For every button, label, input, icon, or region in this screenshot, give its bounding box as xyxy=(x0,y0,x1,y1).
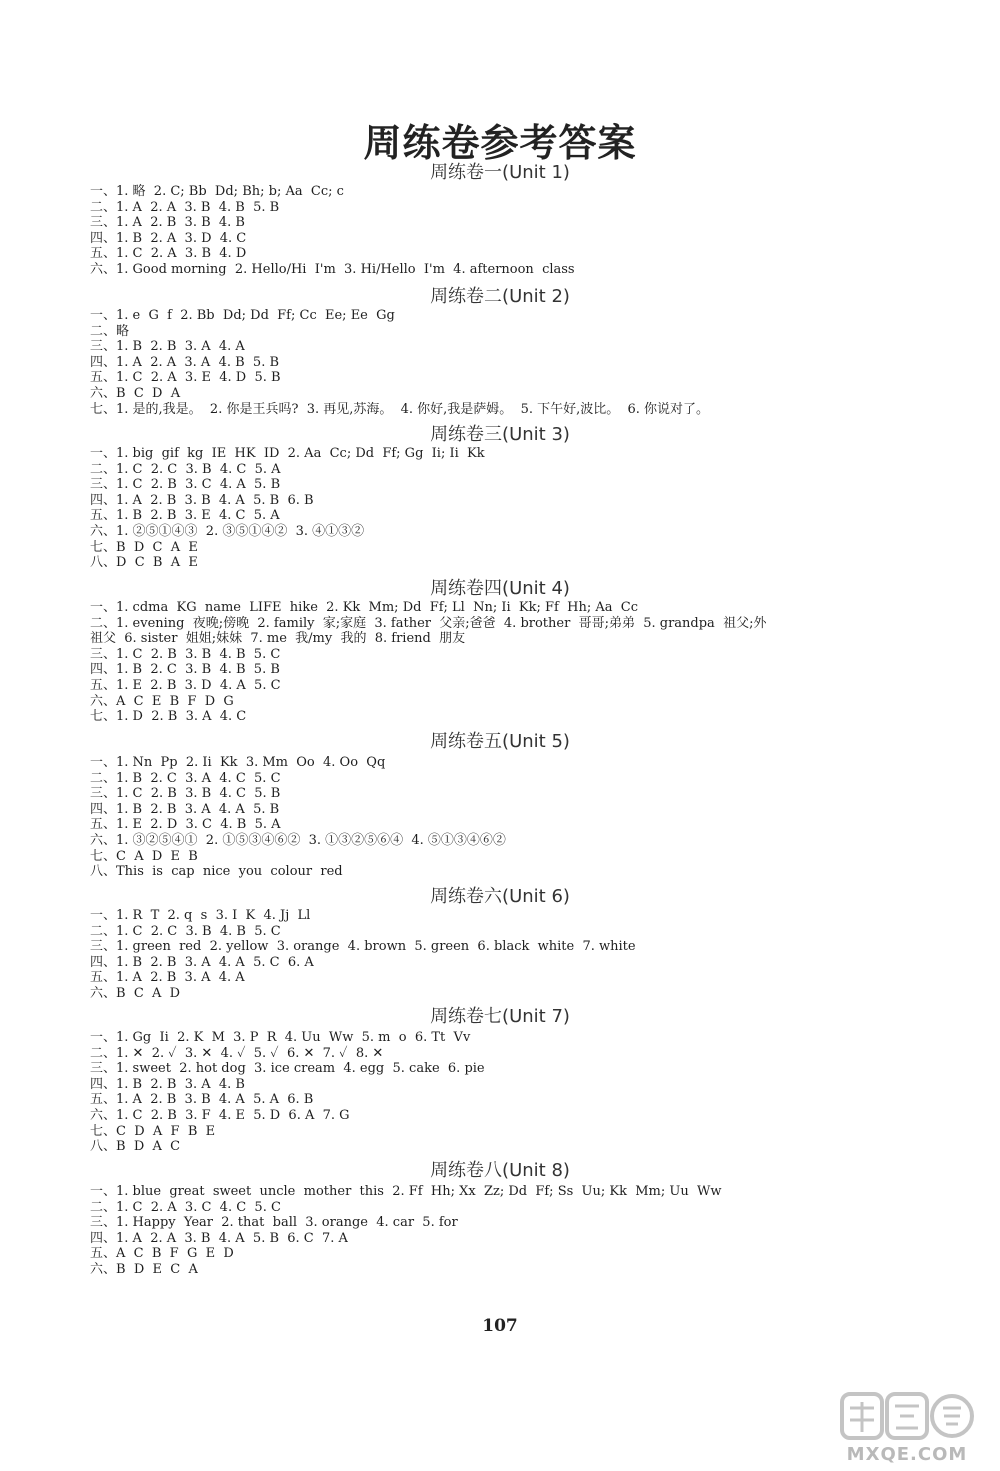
answer-line: 五、1. E 2. B 3. D 4. A 5. C xyxy=(90,678,281,693)
answer-line: 五、1. E 2. D 3. C 4. B 5. A xyxy=(90,817,281,833)
answer-line: 六、1. Good morning 2. Hello/Hi I'm 3. Hi/Hello I'm 4. afternoon class xyxy=(90,262,575,277)
answer-line: 三、1. C 2. B 3. B 4. C 5. B xyxy=(90,786,281,802)
page-number: 107 xyxy=(482,1316,518,1336)
answer-line: 五、1. B 2. B 3. E 4. C 5. A xyxy=(90,508,280,524)
answer-line: 六、B C A D xyxy=(90,986,181,1001)
answer-line: 五、1. C 2. A 3. E 4. D 5. B xyxy=(90,370,281,386)
section-heading: 周练卷七(Unit 7) xyxy=(430,1006,570,1027)
section-heading: 周练卷五(Unit 5) xyxy=(430,731,570,752)
page-title: 周练卷参考答案 xyxy=(363,120,637,165)
answer-line: 祖父 6. sister 姐姐;妹妹 7. me 我/my 我的 8. friend 朋友 xyxy=(90,631,466,647)
answer-line: 二、1. ✕ 2. ✓ 3. ✕ 4. ✓ 5. ✓ 6. ✕ 7. ✓ 8. ✕ xyxy=(90,1045,384,1061)
answer-line: 三、1. green red 2. yellow 3. orange 4. brown 5. green 6. black white 7. white xyxy=(90,939,636,955)
answer-line: 六、1. C 2. B 3. F 4. E 5. D 6. A 7. G xyxy=(90,1108,350,1123)
answer-line: 一、1. big gif kg IE HK ID 2. Aa Cc; Dd Ff; Gg Ii; Ii Kk xyxy=(90,446,485,461)
answer-line: 八、D C B A E xyxy=(90,555,198,571)
answer-line: 四、1. B 2. B 3. A 4. B xyxy=(90,1076,245,1092)
answer-line: 六、B D E C A xyxy=(90,1262,198,1277)
answer-line: 七、C D A F B E xyxy=(90,1123,216,1139)
answer-line: 一、1. 略 2. C; Bb Dd; Bh; b; Aa Cc; c xyxy=(90,184,344,199)
answer-line: 三、1. A 2. B 3. B 4. B xyxy=(90,215,245,231)
answer-line: 三、1. Happy Year 2. that ball 3. orange 4. car 5. for xyxy=(90,1215,458,1231)
answer-line: 一、1. Nn Pp 2. Ii Kk 3. Mm Oo 4. Oo Qq xyxy=(90,755,386,770)
answer-line: 四、1. B 2. B 3. A 4. A 5. C 6. A xyxy=(90,954,314,970)
answer-line: 七、1. 是的,我是。 2. 你是王兵吗? 3. 再见,苏海。 4. 你好,我是萨姆。 5. 下午好,波比。 6. 你说对了。 xyxy=(90,401,710,417)
answer-line: 一、1. R T 2. q s 3. I K 4. Jj Ll xyxy=(90,908,311,923)
answer-line: 二、1. B 2. C 3. A 4. C 5. C xyxy=(90,770,281,786)
answer-line: 五、A C B F G E D xyxy=(90,1246,234,1262)
section-heading: 周练卷八(Unit 8) xyxy=(430,1160,570,1181)
answer-line: 四、1. B 2. A 3. D 4. C xyxy=(90,230,247,246)
answer-line: 六、1. ②⑤①④③ 2. ③⑤①④② 3. ④①③② xyxy=(90,524,365,539)
answer-line: 三、1. B 2. B 3. A 4. A xyxy=(90,339,245,355)
answer-line: 三、1. C 2. B 3. C 4. A 5. B xyxy=(90,477,281,493)
answer-line: 五、1. C 2. A 3. B 4. D xyxy=(90,246,247,262)
section-heading: 周练卷四(Unit 4) xyxy=(430,578,570,599)
watermark-url: MXQE.COM xyxy=(846,1444,968,1465)
watermark xyxy=(832,1390,982,1470)
answer-line: 二、1. A 2. A 3. B 4. B 5. B xyxy=(90,199,280,215)
answer-line: 三、1. sweet 2. hot dog 3. ice cream 4. egg 5. cake 6. pie xyxy=(90,1061,485,1077)
answer-line: 一、1. cdma KG name LIFE hike 2. Kk Mm; Dd Ff; Ll Nn; Ii Kk; Ff Hh; Aa Cc xyxy=(90,600,638,615)
answer-line: 四、1. A 2. B 3. B 4. A 5. B 6. B xyxy=(90,492,314,508)
answer-line: 六、B C D A xyxy=(90,386,181,401)
answer-line: 二、1. C 2. A 3. C 4. C 5. C xyxy=(90,1199,281,1215)
answer-line: 七、1. D 2. B 3. A 4. C xyxy=(90,709,247,725)
answer-line: 二、1. C 2. C 3. B 4. B 5. C xyxy=(90,923,281,939)
section-heading: 周练卷三(Unit 3) xyxy=(430,424,570,445)
answer-line: 一、1. e G f 2. Bb Dd; Dd Ff; Cc Ee; Ee Gg xyxy=(90,308,395,323)
answer-line: 四、1. B 2. C 3. B 4. B 5. B xyxy=(90,662,280,678)
section-heading: 周练卷一(Unit 1) xyxy=(430,162,570,183)
answer-line: 二、略 xyxy=(90,323,130,339)
answer-line: 一、1. Gg Ii 2. K M 3. P R 4. Uu Ww 5. m o 6. Tt Vv xyxy=(90,1030,471,1045)
answer-line: 四、1. A 2. A 3. A 4. B 5. B xyxy=(90,354,280,370)
answer-line: 七、B D C A E xyxy=(90,539,198,555)
answer-line: 六、1. ③②⑤④① 2. ①⑤③④⑥② 3. ①③②⑤⑥④ 4. ⑤①③④⑥② xyxy=(90,833,506,848)
answer-line: 八、This is cap nice you colour red xyxy=(90,864,343,880)
section-heading: 周练卷六(Unit 6) xyxy=(430,886,570,907)
answer-line: 一、1. blue great sweet uncle mother this 2. Ff Hh; Xx Zz; Dd Ff; Ss Uu; Kk Mm; Uu Ww xyxy=(90,1184,722,1199)
answer-line: 八、B D A C xyxy=(90,1139,181,1155)
answer-line: 五、1. A 2. B 3. B 4. A 5. A 6. B xyxy=(90,1092,314,1108)
answer-line: 七、C A D E B xyxy=(90,848,198,864)
answer-line: 六、A C E B F D G xyxy=(90,693,234,709)
answer-line: 四、1. A 2. A 3. B 4. A 5. B 6. C 7. A xyxy=(90,1230,348,1246)
answer-line: 三、1. C 2. B 3. B 4. B 5. C xyxy=(90,646,281,662)
answer-line: 五、1. A 2. B 3. A 4. A xyxy=(90,970,245,986)
answer-circle-logo-icon xyxy=(840,1390,974,1442)
answer-line: 二、1. C 2. C 3. B 4. C 5. A xyxy=(90,461,281,477)
answer-line: 二、1. evening 夜晚;傍晚 2. family 家;家庭 3. father 父亲;爸爸 4. brother 哥哥;弟弟 5. grandpa 祖父;外 xyxy=(90,615,767,631)
section-heading: 周练卷二(Unit 2) xyxy=(430,286,570,307)
answer-line: 四、1. B 2. B 3. A 4. A 5. B xyxy=(90,801,280,817)
